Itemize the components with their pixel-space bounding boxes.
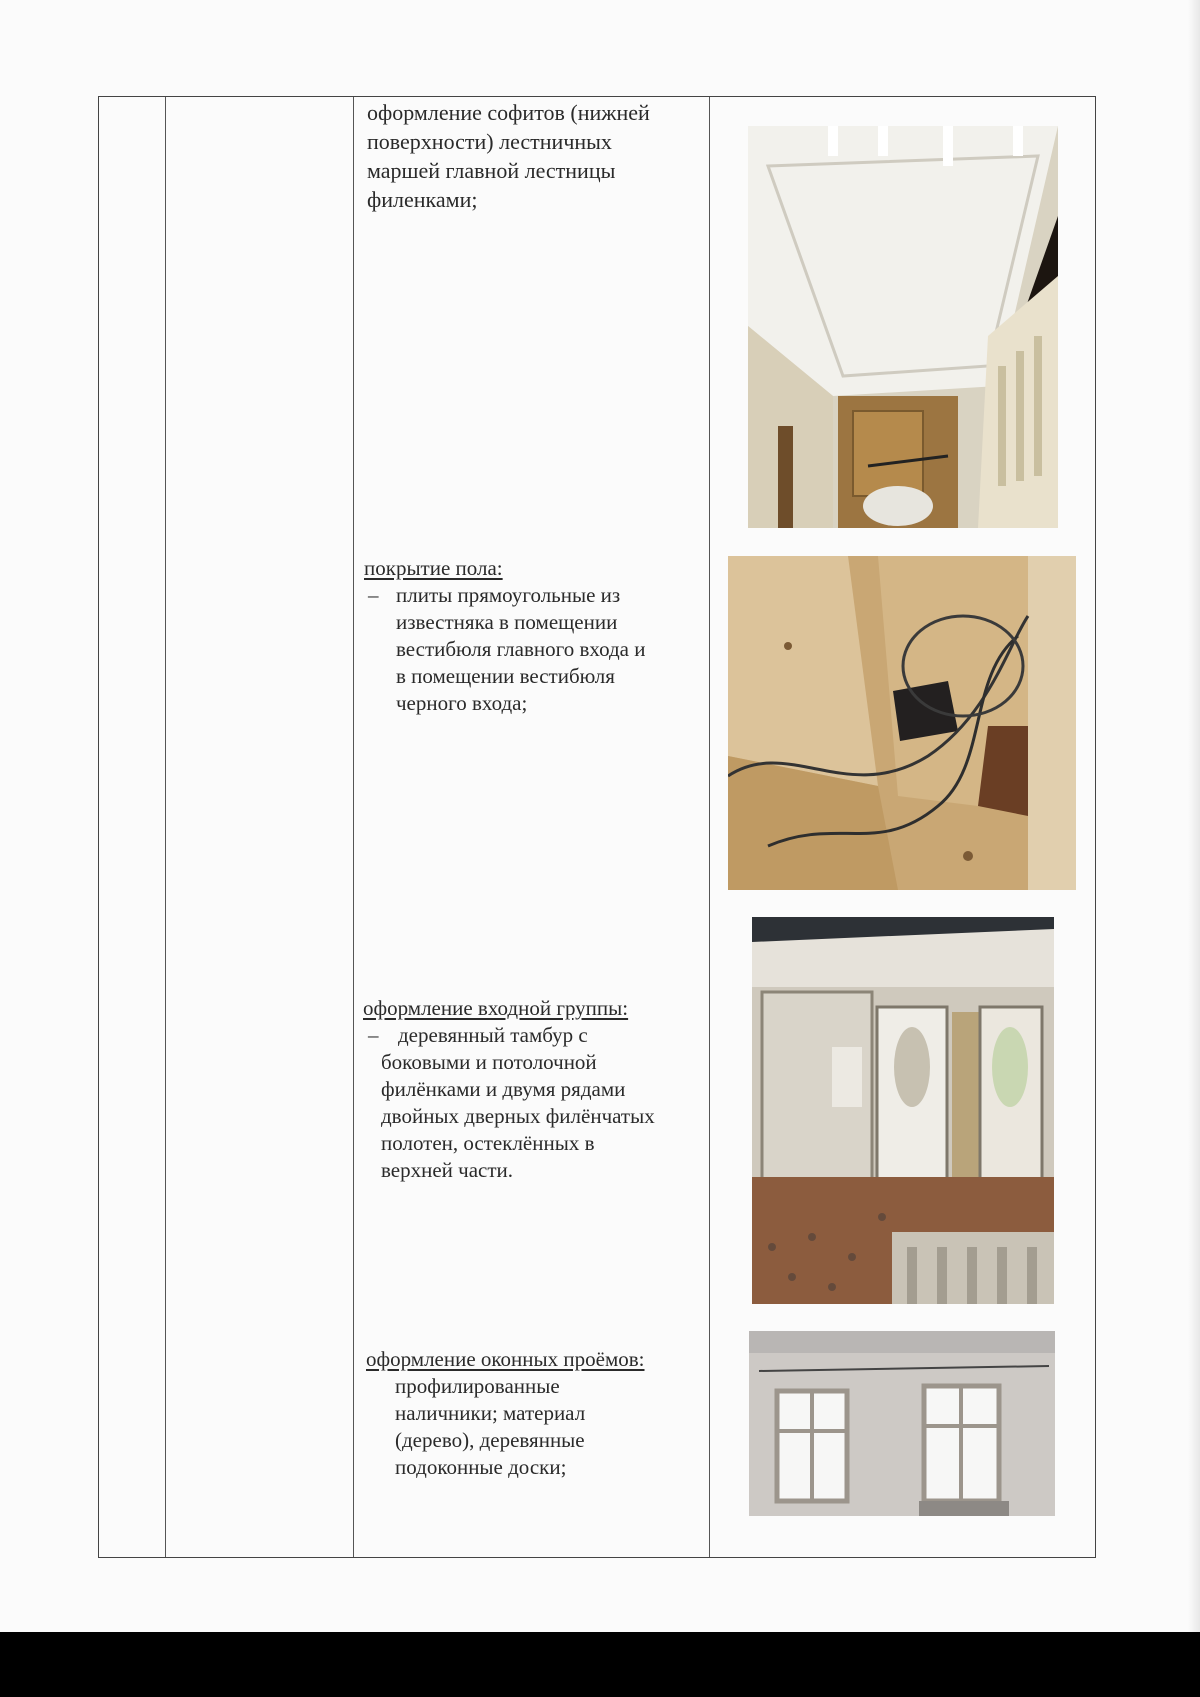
section-ceiling-text <box>367 98 707 214</box>
text-block <box>366 1373 706 1481</box>
section-entrance-text <box>363 995 708 1184</box>
window-openings-photo <box>749 1331 1055 1516</box>
section-heading: оформление оконных проёмов: <box>366 1347 645 1371</box>
text-line: оформление софитов (нижней <box>367 100 650 125</box>
text-line: плиты прямоугольные из <box>396 583 621 607</box>
scan-bottom-bar <box>0 1632 1200 1697</box>
text-line: деревянный тамбур с <box>398 1023 588 1047</box>
text-line: известняка в помещении <box>396 610 618 634</box>
staircase-ceiling-photo <box>748 126 1058 528</box>
text-line: (дерево), деревянные <box>395 1428 585 1452</box>
section-heading: покрытие пола: <box>364 556 503 580</box>
bullet-item <box>364 582 704 717</box>
bullet-dash: – <box>368 583 379 607</box>
text-line: черного входа; <box>396 691 528 715</box>
column-divider-3 <box>709 97 710 1557</box>
section-heading: оформление входной группы: <box>363 996 629 1020</box>
text-line: верхней части. <box>381 1158 514 1182</box>
bullet-item <box>363 1022 708 1184</box>
text-line: филенками; <box>367 187 478 212</box>
text-line: филёнками и двумя рядами <box>381 1077 626 1101</box>
text-line: поверхности) лестничных <box>367 129 612 154</box>
bullet-dash: – <box>368 1023 379 1047</box>
section-windows-text <box>366 1346 706 1481</box>
text-line: полотен, остеклённых в <box>381 1131 595 1155</box>
limestone-floor-photo <box>728 556 1076 890</box>
entrance-vestibule-photo <box>752 917 1054 1304</box>
text-line: двойных дверных филёнчатых <box>381 1104 655 1128</box>
text-line: в помещении вестибюля <box>396 664 615 688</box>
scan-edge-shadow <box>1188 0 1200 1632</box>
text-line: профилированные <box>395 1374 560 1398</box>
text-line: боковыми и потолочной <box>381 1050 597 1074</box>
text-line: маршей главной лестницы <box>367 158 616 183</box>
text-line: вестибюля главного входа и <box>396 637 646 661</box>
section-floor-text <box>364 555 704 717</box>
text-line: подоконные доски; <box>395 1455 567 1479</box>
column-divider-1 <box>165 97 166 1557</box>
text-line: наличники; материал <box>395 1401 586 1425</box>
column-divider-2 <box>353 97 354 1557</box>
